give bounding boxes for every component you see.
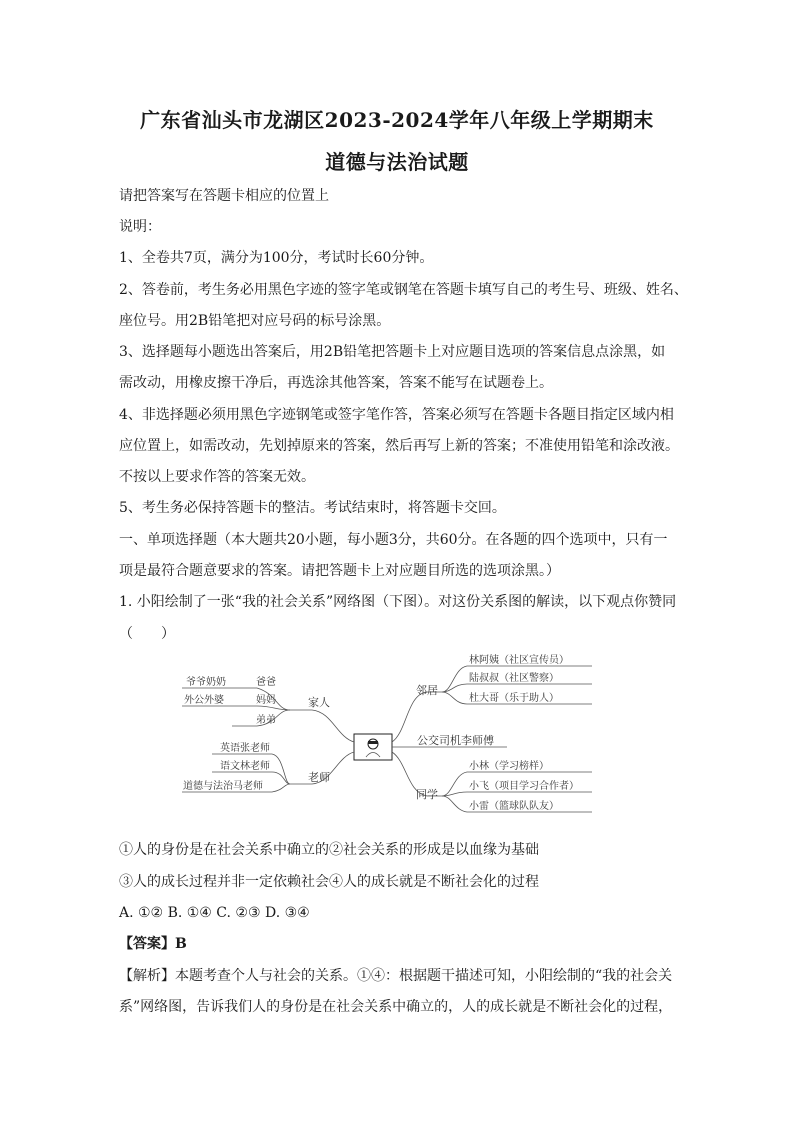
- teacher-label: 老师: [308, 771, 330, 784]
- analysis-line: 【解析】本题考查个人与社会的关系。①④：根据题干描述可知，小阳绘制的“我的社会关: [119, 968, 673, 984]
- family-member: 外公外婆: [184, 695, 224, 706]
- classmate-label: 同学: [416, 788, 438, 801]
- classmate-item: 小雷（篮球队队友）: [469, 801, 559, 812]
- note-line: 座位号。用2B铅笔把对应号码的标号涂黑。: [119, 313, 391, 329]
- classmate-item: 小飞（项目学习合作者）: [469, 781, 579, 792]
- neighbor-item: 杜大哥（乐于助人）: [469, 693, 559, 704]
- center-person-icon: [354, 734, 392, 760]
- neighbor-item: 陆叔叔（社区警察）: [469, 673, 559, 684]
- teacher-item: 道德与法治马老师: [183, 781, 263, 792]
- note-line: 5、考生务必保持答题卡的整洁。考试结束时，将答题卡交回。: [119, 500, 506, 516]
- family-label: 家人: [308, 696, 330, 709]
- answer-options: A. ①② B. ①④ C. ②③ D. ③④: [119, 905, 310, 921]
- statement-line: ③人的成长过程并非一定依赖社会④人的成长就是不断社会化的过程: [119, 874, 539, 890]
- notes-label: 说明：: [119, 219, 161, 235]
- note-line: 应位置上，如需改动，先划掉原来的答案，然后再写上新的答案；不准使用铅笔和涂改液。: [119, 438, 679, 454]
- family-member: 弟弟: [256, 715, 276, 726]
- question-blank: （ ）: [119, 626, 175, 642]
- answer-key: 【答案】B: [119, 936, 187, 952]
- section-heading: 项是最符合题意要求的答案。请把答题卡上对应题目所选的选项涂黑。）: [119, 563, 560, 579]
- family-member: 爸爸: [256, 677, 276, 688]
- section-heading: 一、单项选择题（本大题共20小题，每小题3分，共60分。在各题的四个选项中，只有一: [119, 532, 668, 548]
- social-relations-mindmap: [172, 652, 602, 820]
- neighbor-label: 邻居: [416, 684, 438, 697]
- intro-text: 请把答案写在答题卡相应的位置上: [119, 188, 329, 204]
- teacher-item: 语文林老师: [220, 761, 270, 772]
- family-member: 妈妈: [256, 695, 276, 706]
- note-line: 2、答卷前，考生务必用黑色字迹的签字笔或钢笔在答题卡填写自己的考生号、班级、姓名、: [119, 282, 688, 298]
- exam-subtitle: 道德与法治试题: [325, 150, 469, 174]
- note-line: 4、非选择题必须用黑色字迹钢笔或签字笔作答，答案必须写在答题卡各题目指定区域内相: [119, 407, 674, 423]
- question-stem: 1. 小阳绘制了一张“我的社会关系”网络图（下图）。对这份关系图的解读，以下观点你赞同: [119, 594, 677, 610]
- classmate-item: 小林（学习榜样）: [469, 761, 549, 772]
- note-line: 3、选择题每小题选出答案后，用2B铅笔把答题卡上对应题目选项的答案信息点涂黑，如: [119, 344, 666, 360]
- teacher-item: 英语张老师: [220, 743, 270, 754]
- family-member: 爷爷奶奶: [186, 677, 226, 688]
- note-line: 1、全卷共7页，满分为100分，考试时长60分钟。: [119, 250, 434, 266]
- analysis-line: 系”网络图，告诉我们人的身份是在社会关系中确立的，人的成长就是不断社会化的过程，: [119, 999, 673, 1015]
- exam-title: 广东省汕头市龙湖区2023-2024学年八年级上学期期末: [140, 108, 654, 132]
- driver-label: 公交司机李师傅: [417, 734, 494, 747]
- neighbor-item: 林阿姨（社区宣传员）: [469, 655, 569, 666]
- note-line: 需改动，用橡皮擦干净后，再选涂其他答案，答案不能写在试题卷上。: [119, 375, 553, 391]
- statement-line: ①人的身份是在社会关系中确立的②社会关系的形成是以血缘为基础: [119, 842, 539, 858]
- note-line: 不按以上要求作答的答案无效。: [119, 469, 315, 485]
